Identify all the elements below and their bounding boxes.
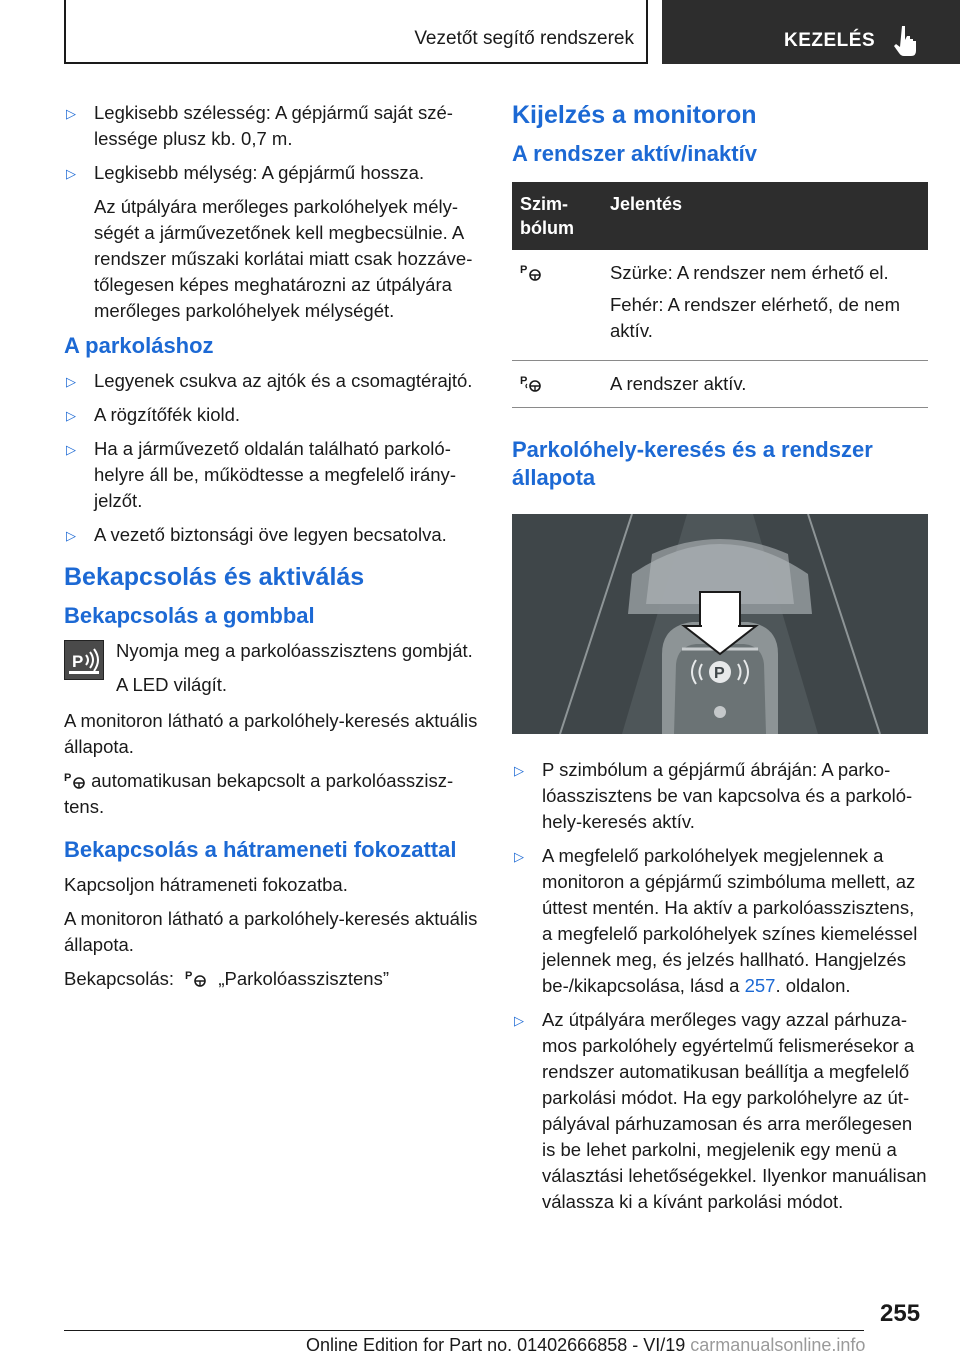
section-tab bbox=[64, 0, 648, 64]
svg-text:P: P bbox=[72, 652, 84, 671]
hand-pointer-icon bbox=[894, 24, 922, 56]
list-item: ▷ P szimbólum a gépjármű ábráján: A parkolóasszisztens be van kapcsolva és a parkolóhely-keresés aktív. bbox=[514, 759, 913, 832]
list-item: ▷ Az útpályára merőleges vagy azzal párhuzamos parkolóhely egyértelmű felismerésekor a rendszer automatikusan beállítja a megfelelő parkolási módot. Ha egy parkolóhelyre az útpályával párhuzamosan és arra merőlegesen is be lehet parkolni, megjelenik egy menü a választási lehetőségekkel. Ilyenkor manuálisan válassza ki a kívánt parkolási módot. bbox=[514, 1009, 927, 1212]
triangle-bullet-icon: ▷ bbox=[66, 408, 76, 423]
table-header-row bbox=[512, 182, 928, 250]
col-symbol-header: Szimbólum bbox=[512, 182, 602, 250]
section-title: Vezetőt segítő rendszerek bbox=[414, 28, 634, 49]
footer-divider bbox=[64, 1330, 864, 1331]
col-meaning-header: Jelentés bbox=[602, 182, 928, 250]
park-assist-symbol-icon bbox=[520, 262, 542, 282]
park-assist-button-icon bbox=[64, 640, 104, 680]
page-header bbox=[0, 0, 960, 66]
heading-reverse: Bekapcsolás a hátrameneti fokozattal bbox=[64, 837, 457, 862]
park-assist-symbol-icon bbox=[64, 770, 86, 790]
list-item: ▷ Legkisebb szélesség: A gépjármű saját szélessége plusz kb. 0,7 m. bbox=[66, 102, 453, 149]
triangle-bullet-icon: ▷ bbox=[66, 528, 76, 543]
page-link-257[interactable]: 257 bbox=[744, 975, 776, 996]
svg-text:P: P bbox=[64, 772, 72, 784]
switch-on-line: Bekapcsolás: P „Parkolóasszisztens” bbox=[64, 968, 389, 989]
reverse-text: Kapcsoljon hátrameneti fokozatba. bbox=[64, 874, 348, 895]
triangle-bullet-icon: ▷ bbox=[514, 763, 524, 778]
chapter-title: KEZELÉS bbox=[784, 30, 876, 51]
list-item: ▷ A vezető biztonsági öve legyen becsatolva. bbox=[64, 522, 478, 548]
right-column bbox=[512, 100, 928, 1223]
list-item: ▷ A megfelelő parkolóhelyek megjelennek a monitoron a gépjármű szimbóluma mellett, az úttest mentén. Ha aktív a parkolóasszisztens, a megfelelő parkolóhelyek színes kiemeléssel jelennek meg, és jelzés hallható. Hangjelzés be-/kikapcsolása, lásd a 257. oldalon. bbox=[514, 845, 918, 996]
heading-parking: A parkoláshoz bbox=[64, 333, 214, 358]
table-row bbox=[512, 250, 928, 361]
meaning-cell: Szürke: A rendszer nem érhető el. Fehér: A rendszer elérhető, de nem aktív. bbox=[602, 250, 928, 361]
triangle-bullet-icon: ▷ bbox=[66, 166, 76, 181]
svg-text:P: P bbox=[714, 665, 725, 682]
park-assist-active-symbol-icon bbox=[520, 373, 542, 393]
auto-on-text: P automatikusan bekapcsolt a parkolóasszisztens. bbox=[64, 770, 454, 817]
triangle-bullet-icon: ▷ bbox=[514, 849, 524, 864]
table-row bbox=[512, 361, 928, 408]
heading-state: Parkolóhely-keresés és a rendszer állapota bbox=[512, 437, 873, 490]
symbol-table bbox=[512, 182, 928, 408]
triangle-bullet-icon: ▷ bbox=[66, 442, 76, 457]
svg-text:P: P bbox=[520, 264, 528, 276]
triangle-bullet-icon: ▷ bbox=[514, 1013, 524, 1028]
depth-note: Az útpályára merőleges parkolóhelyek mélységét a járművezetőnek kell megbecsülnie. A rendszer műszaki korlátai miatt csak hozzávetőlegesen képes meghatározni az útpályára merőleges parkolóhelyek mélységét. bbox=[94, 196, 473, 321]
button-text-2: A LED világít. bbox=[116, 674, 228, 695]
list-item: ▷ A rögzítőfék kiold. bbox=[64, 402, 478, 428]
list-item: ▷ Legkisebb mélység: A gépjármű hossza. bbox=[64, 160, 478, 186]
triangle-bullet-icon: ▷ bbox=[66, 106, 76, 121]
symbol-cell bbox=[512, 361, 602, 408]
chapter-tab bbox=[662, 0, 960, 64]
svg-text:P: P bbox=[520, 375, 528, 387]
footer-edition: Online Edition for Part no. 01402666858 - VI/19 carmanualsonline.info bbox=[306, 1335, 866, 1355]
parking-search-illustration bbox=[512, 514, 928, 734]
monitor-status-text: A monitoron látható a parkolóhely-keresés aktuális állapota. bbox=[64, 710, 478, 757]
svg-text:P: P bbox=[185, 970, 193, 982]
list-item: ▷ Ha a járművezető oldalán található parkolóhelyre áll be, működtesse a megfelelő irányjelzőt. bbox=[66, 438, 456, 511]
triangle-bullet-icon: ▷ bbox=[66, 374, 76, 389]
heading-display: Kijelzés a monitoron bbox=[512, 101, 757, 129]
page-number: 255 bbox=[880, 1300, 921, 1327]
button-instruction bbox=[64, 638, 478, 702]
heading-button: Bekapcsolás a gombbal bbox=[64, 603, 315, 628]
park-assist-symbol-icon bbox=[185, 968, 207, 988]
left-column bbox=[64, 100, 478, 1000]
heading-active-inactive: A rendszer aktív/inaktív bbox=[512, 141, 757, 166]
heading-switch-on: Bekapcsolás és aktiválás bbox=[64, 563, 365, 591]
button-text-1: Nyomja meg a parkolóasszisztens gombját. bbox=[116, 640, 473, 661]
symbol-cell bbox=[512, 250, 602, 361]
meaning-cell: A rendszer aktív. bbox=[602, 361, 928, 408]
monitor-status-text-2: A monitoron látható a parkolóhely-keresés aktuális állapota. bbox=[64, 908, 478, 955]
footer-watermark: carmanualsonline.info bbox=[690, 1335, 866, 1355]
list-item: ▷ Legyenek csukva az ajtók és a csomagtérajtó. bbox=[64, 368, 478, 394]
